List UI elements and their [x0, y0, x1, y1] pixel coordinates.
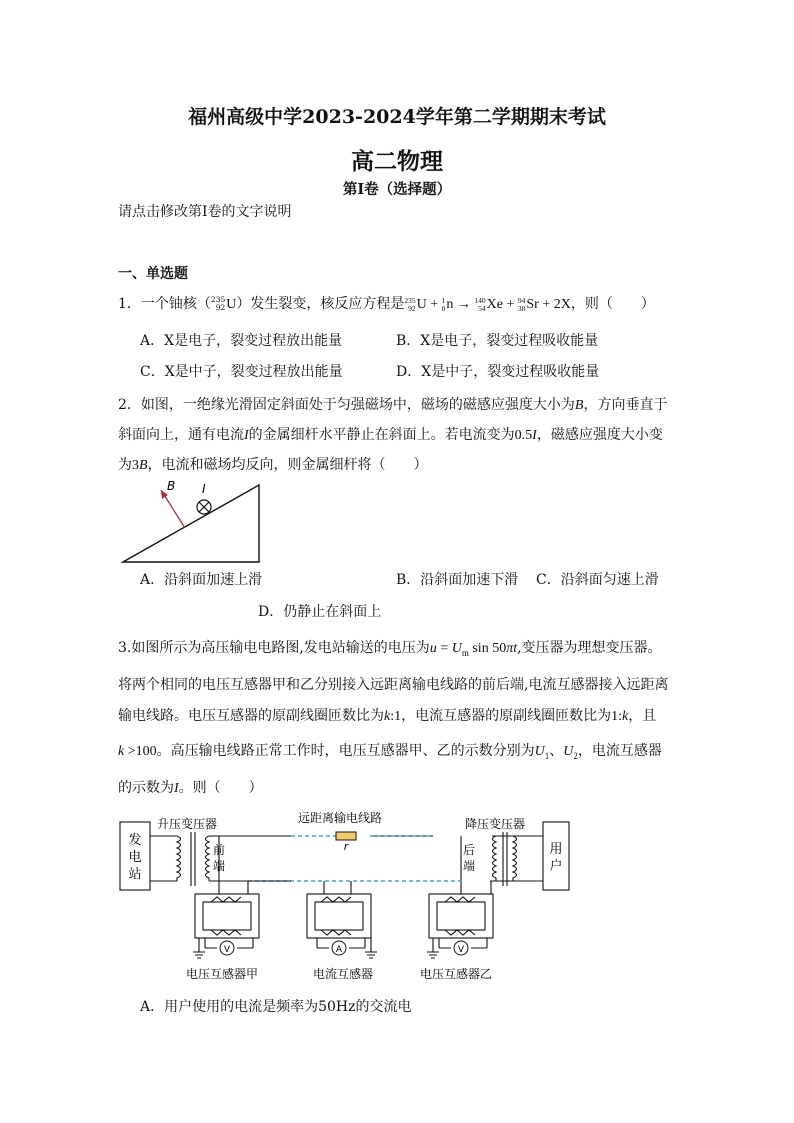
- q3-line1: [118, 638, 662, 663]
- q3-line5: [118, 778, 263, 799]
- xe-numbers: [474, 297, 485, 313]
- q3-u2: U: [563, 744, 574, 759]
- q3-um: U: [451, 641, 462, 656]
- q3-eq: =: [436, 641, 452, 656]
- u2-z: 92: [408, 303, 416, 313]
- two-x: 2X: [553, 297, 571, 312]
- q3-line1-b: ,变压器为理想变压器。: [517, 640, 662, 656]
- q2-symbol-i2: I: [532, 428, 537, 443]
- q2-option-c[interactable]: C．沿斜面匀速上滑: [536, 572, 659, 588]
- xe-mass: 140: [474, 295, 486, 305]
- fig-label-i: I: [202, 482, 206, 496]
- u2-mass: 235: [404, 295, 416, 305]
- q2-symbol-b2: B: [139, 458, 148, 473]
- exam-title: 福州高级中学2023-2024学年第二学期期末考试: [188, 106, 606, 128]
- q2-line3-b: ，电流和磁场均反向，则金属细杆将（ ）: [147, 457, 428, 473]
- station-char-3: 站: [128, 867, 142, 882]
- q3-k3: k: [118, 744, 125, 759]
- n-mass: 1: [441, 295, 446, 305]
- q3-line3-c: ，且: [628, 708, 657, 724]
- stepdown-primary: [493, 836, 497, 881]
- q2-symbol-b: B: [574, 398, 584, 413]
- u2-symbol: U: [416, 297, 427, 312]
- q3-pit: πt: [506, 641, 518, 656]
- incline-triangle: [123, 485, 259, 562]
- q3-k1: k: [384, 709, 391, 724]
- stepup-label: 升压变压器: [157, 817, 218, 831]
- resistor: [336, 832, 356, 840]
- q3-r2: 1:: [611, 709, 622, 724]
- q3-line4: [118, 741, 662, 766]
- front-char-2: 端: [213, 859, 226, 873]
- q3-option-a[interactable]: A．用户使用的电流是频率为50Hz的交流电: [140, 999, 412, 1015]
- q2-line2: [118, 425, 663, 446]
- u-nuclide-numbers: [211, 296, 225, 312]
- fig-label-b: B: [167, 479, 176, 493]
- sr-z: 38: [517, 303, 526, 313]
- q3-um-sub: m: [461, 647, 469, 658]
- q2-line3: [118, 455, 428, 476]
- q2-half: 0.5: [514, 428, 533, 443]
- q3-gt: >100: [124, 744, 157, 759]
- q2-option-b[interactable]: B．沿斜面加速下滑: [396, 572, 519, 588]
- q3-u: u: [429, 641, 437, 656]
- q3-line3: [118, 706, 656, 727]
- stepup-core: [191, 832, 195, 886]
- user-wires: [513, 836, 543, 881]
- q1-number: 1．: [118, 296, 141, 312]
- q3-u2-sub: 2: [573, 750, 578, 761]
- arrow: →: [456, 297, 471, 312]
- q3-line5-a: 的示数为: [118, 780, 174, 796]
- volume-title: 第Ⅰ卷（选择题）: [342, 181, 452, 198]
- pt-b-label: 电压互感器乙: [420, 967, 493, 981]
- ct-tap: [324, 881, 351, 894]
- stepdown-core: [503, 832, 507, 886]
- voltmeter-a-label: V: [223, 945, 231, 955]
- q3-line3-b: ，电流互感器的原副线圈匝数比为: [401, 708, 612, 724]
- q2-line1: [118, 395, 667, 416]
- q1-stem-c: ，则（ ）: [570, 296, 655, 312]
- q1-option-b[interactable]: B．X是电子，裂变过程吸收能量: [396, 333, 599, 349]
- incline-figure: [118, 476, 268, 568]
- q3-sin: sin 50: [468, 641, 507, 656]
- pt-a-label: 电压互感器甲: [186, 967, 259, 981]
- q3-i: I: [174, 781, 179, 796]
- plus-2: +: [506, 297, 515, 312]
- q2-three: 3: [132, 458, 139, 473]
- q3-line3-a: 输电线路。电压互感器的原副线圈匝数比为: [118, 708, 384, 724]
- n-symbol: n: [446, 297, 454, 312]
- plus-1: +: [430, 297, 439, 312]
- stepdown-secondary: [513, 836, 517, 881]
- q3-line4-a: 。高压输电线路正常工作时，电压互感器甲、乙的示数分别为: [156, 743, 535, 759]
- q1-stem-a: 一个铀核（: [140, 296, 211, 312]
- q2-line2-b: 的金属细杆水平静止在斜面上。若电流变为: [248, 427, 515, 443]
- line-label: 远距离输电线路: [298, 811, 383, 825]
- resistor-label: r: [343, 840, 349, 853]
- back-char-1: 后: [463, 843, 476, 857]
- q2-symbol-i: I: [244, 428, 249, 443]
- q3-u1-sub: 1: [544, 750, 550, 761]
- voltmeter-b-label: V: [457, 945, 465, 955]
- station-char-2: 电: [128, 850, 142, 865]
- xe-z: 54: [478, 303, 486, 313]
- q2-option-d[interactable]: D．仍静止在斜面上: [258, 604, 382, 620]
- ammeter-label: A: [335, 945, 343, 955]
- sr-numbers: [518, 297, 526, 313]
- u-z: 92: [215, 303, 226, 312]
- q3-line2: 将两个相同的电压互感器甲和乙分别接入远距离输电线路的前后端,电流互感器接入远距离: [118, 677, 669, 693]
- stepup-primary: [177, 836, 181, 881]
- q2-line3-a: 为: [118, 457, 132, 473]
- station-char-1: 发: [128, 833, 142, 848]
- q3-u1: U: [534, 744, 545, 759]
- q1-stem: [118, 294, 655, 315]
- q3-sep: 、: [549, 743, 564, 759]
- stepup-secondary: [206, 836, 210, 881]
- xe-symbol: Xe: [486, 297, 503, 312]
- q3-r1: :1: [390, 709, 402, 724]
- u-symbol: U: [226, 297, 237, 312]
- station-wires: [150, 836, 177, 881]
- q2-option-a[interactable]: A．沿斜面加速上滑: [140, 572, 263, 588]
- q3-line4-b: ，电流互感器: [577, 743, 662, 759]
- sr-mass: 94: [517, 295, 526, 305]
- ct-label: 电流互感器: [313, 967, 374, 981]
- q3-k2: k: [622, 709, 629, 724]
- subject-title: 高二物理: [351, 148, 443, 175]
- u2-numbers: [404, 297, 415, 313]
- back-char-2: 端: [463, 859, 476, 873]
- u-mass: 235: [210, 295, 226, 304]
- n-numbers: [442, 297, 446, 313]
- user-char-1: 用: [549, 842, 563, 857]
- stepdown-label: 降压变压器: [465, 817, 526, 831]
- q3-line1-a: 3.如图所示为高压输电电路图,发电站输送的电压为: [118, 640, 430, 656]
- q2-line1-a: 2．如图，一绝缘光滑固定斜面处于匀强磁场中，磁场的磁感应强度大小为: [118, 397, 575, 413]
- user-char-2: 户: [549, 859, 563, 874]
- q2-line1-b: ，方向垂直于: [583, 397, 668, 413]
- q3-line5-b: 。则（ ）: [178, 780, 263, 796]
- transmission-circuit: [115, 806, 575, 986]
- volume-instruction[interactable]: 请点击修改第Ⅰ卷的文字说明: [118, 204, 292, 220]
- q1-option-c[interactable]: C．X是中子，裂变过程放出能量: [140, 364, 343, 380]
- section-title: 一、单选题: [118, 266, 188, 282]
- sr-symbol: Sr: [526, 297, 539, 312]
- plus-3: +: [542, 297, 551, 312]
- reaction-equation: [404, 297, 571, 312]
- front-char-1: 前: [213, 843, 226, 857]
- n-z: 0: [441, 303, 446, 313]
- q1-stem-b: ）发生裂变，核反应方程是: [236, 296, 405, 312]
- q2-line2-c: ，磁感应强度大小变: [536, 427, 663, 443]
- q2-line2-a: 斜面向上，通有电流: [118, 427, 244, 443]
- q1-option-a[interactable]: A．X是电子，裂变过程放出能量: [140, 333, 343, 349]
- q1-option-d[interactable]: D．X是中子，裂变过程吸收能量: [396, 364, 600, 380]
